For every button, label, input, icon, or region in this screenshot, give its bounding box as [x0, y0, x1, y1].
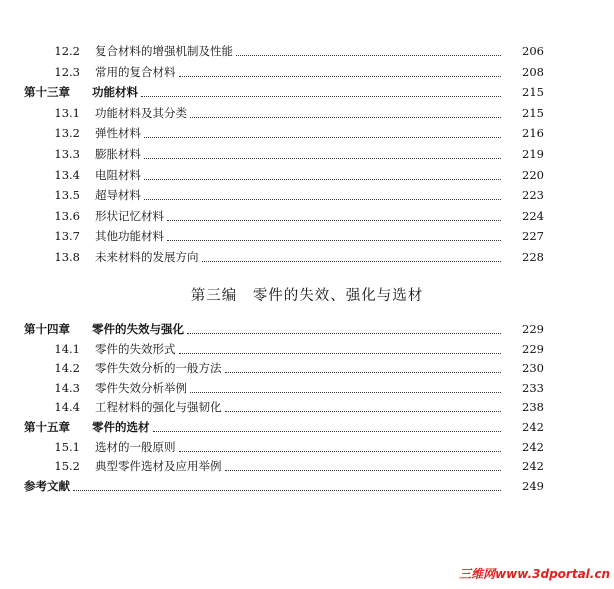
dot-leader [179, 76, 501, 77]
page-number: 242 [522, 439, 544, 454]
section-title: 膨胀材料 [95, 147, 141, 161]
dot-leader [179, 451, 501, 452]
section-title: 零件的失效形式 [95, 341, 176, 356]
dot-leader [167, 220, 501, 221]
toc-entry [0, 104, 614, 123]
section-title: 工程材料的强化与强韧化 [95, 400, 222, 415]
dot-leader [144, 137, 501, 138]
section-number: 13.8 [54, 250, 80, 264]
toc-entry [0, 186, 614, 205]
dot-leader [225, 470, 501, 471]
chapter-title: 零件的失效与强化 [92, 322, 184, 336]
toc-entry [0, 379, 614, 398]
page-number: 233 [522, 380, 544, 395]
section-number: 15.1 [54, 439, 80, 454]
dot-leader [225, 372, 501, 373]
section-number: 14.3 [54, 380, 80, 395]
chapter-number: 第十五章 [24, 420, 70, 434]
page-number: 223 [522, 188, 544, 203]
section-number: 14.1 [54, 341, 80, 356]
chapter-title: 零件的选材 [92, 420, 150, 434]
section-number: 13.5 [54, 188, 80, 203]
dot-leader [167, 240, 501, 241]
site-watermark: 三维网www.3dportal.cn [459, 567, 610, 581]
page-number: 242 [522, 459, 544, 474]
dot-leader [179, 353, 501, 354]
toc-entry [0, 248, 614, 267]
page-number: 208 [522, 64, 544, 79]
toc-entry [0, 42, 614, 61]
toc-entry [0, 124, 614, 143]
references-title: 参考文献 [24, 478, 70, 493]
toc-entry [0, 207, 614, 226]
page-number: 229 [522, 341, 544, 356]
section-title: 弹性材料 [95, 126, 141, 141]
section-title: 超导材料 [95, 188, 141, 203]
toc-entry [0, 340, 614, 359]
page-number: 230 [522, 361, 544, 376]
page-number: 219 [522, 147, 544, 161]
toc-entry [0, 227, 614, 246]
page-number: 215 [522, 105, 544, 120]
dot-leader [141, 96, 501, 97]
dot-leader [202, 261, 501, 262]
section-title: 零件失效分析的一般方法 [95, 361, 222, 376]
section-number: 12.2 [54, 44, 80, 58]
page-number: 242 [522, 420, 544, 434]
page-number: 206 [522, 44, 544, 58]
toc-entry [0, 359, 614, 378]
section-number: 13.3 [54, 147, 80, 161]
dot-leader [73, 490, 501, 491]
dot-leader [144, 179, 501, 180]
section-title: 功能材料及其分类 [95, 105, 187, 120]
section-number: 12.3 [54, 64, 80, 79]
section-number: 13.2 [54, 126, 80, 141]
page-number: 216 [522, 126, 544, 141]
toc-entry [0, 457, 614, 476]
section-title: 其他功能材料 [95, 229, 164, 244]
section-title: 常用的复合材料 [95, 64, 176, 79]
dot-leader [187, 333, 501, 334]
dot-leader [190, 392, 501, 393]
part-title: 第三编 零件的失效、强化与选材 [190, 288, 424, 304]
toc-entry [0, 477, 614, 496]
toc-entry [0, 438, 614, 457]
section-title: 选材的一般原则 [95, 439, 176, 454]
toc-entry [0, 398, 614, 417]
section-number: 13.7 [54, 229, 80, 244]
dot-leader [190, 117, 501, 118]
section-number: 13.6 [54, 208, 80, 223]
dot-leader [144, 199, 501, 200]
section-number: 13.1 [54, 105, 80, 120]
toc-entry [0, 320, 614, 339]
chapter-number: 第十四章 [24, 322, 70, 336]
toc-entry [0, 418, 614, 437]
section-title: 未来材料的发展方向 [95, 250, 199, 264]
toc-entry [0, 145, 614, 164]
page-number: 238 [522, 400, 544, 415]
dot-leader [236, 55, 501, 56]
page-number: 220 [522, 167, 544, 182]
page-number: 229 [522, 322, 544, 336]
page-number: 249 [522, 478, 544, 493]
section-title: 零件失效分析举例 [95, 380, 187, 395]
dot-leader [144, 158, 501, 159]
chapter-number: 第十三章 [24, 85, 70, 100]
page-number: 215 [522, 85, 544, 100]
section-title: 形状记忆材料 [95, 208, 164, 223]
toc-entry [0, 63, 614, 82]
chapter-title: 功能材料 [92, 85, 138, 100]
page-number: 227 [522, 229, 544, 244]
toc-entry [0, 83, 614, 102]
toc-entry [0, 166, 614, 185]
page-number: 224 [522, 208, 544, 223]
section-number: 14.2 [54, 361, 80, 376]
dot-leader [225, 411, 501, 412]
section-number: 15.2 [54, 459, 80, 474]
dot-leader [153, 431, 501, 432]
page-number: 228 [522, 250, 544, 264]
section-title: 电阻材料 [95, 167, 141, 182]
section-title: 复合材料的增强机制及性能 [95, 44, 233, 58]
section-title: 典型零件选材及应用举例 [95, 459, 222, 474]
section-number: 14.4 [54, 400, 80, 415]
section-number: 13.4 [54, 167, 80, 182]
